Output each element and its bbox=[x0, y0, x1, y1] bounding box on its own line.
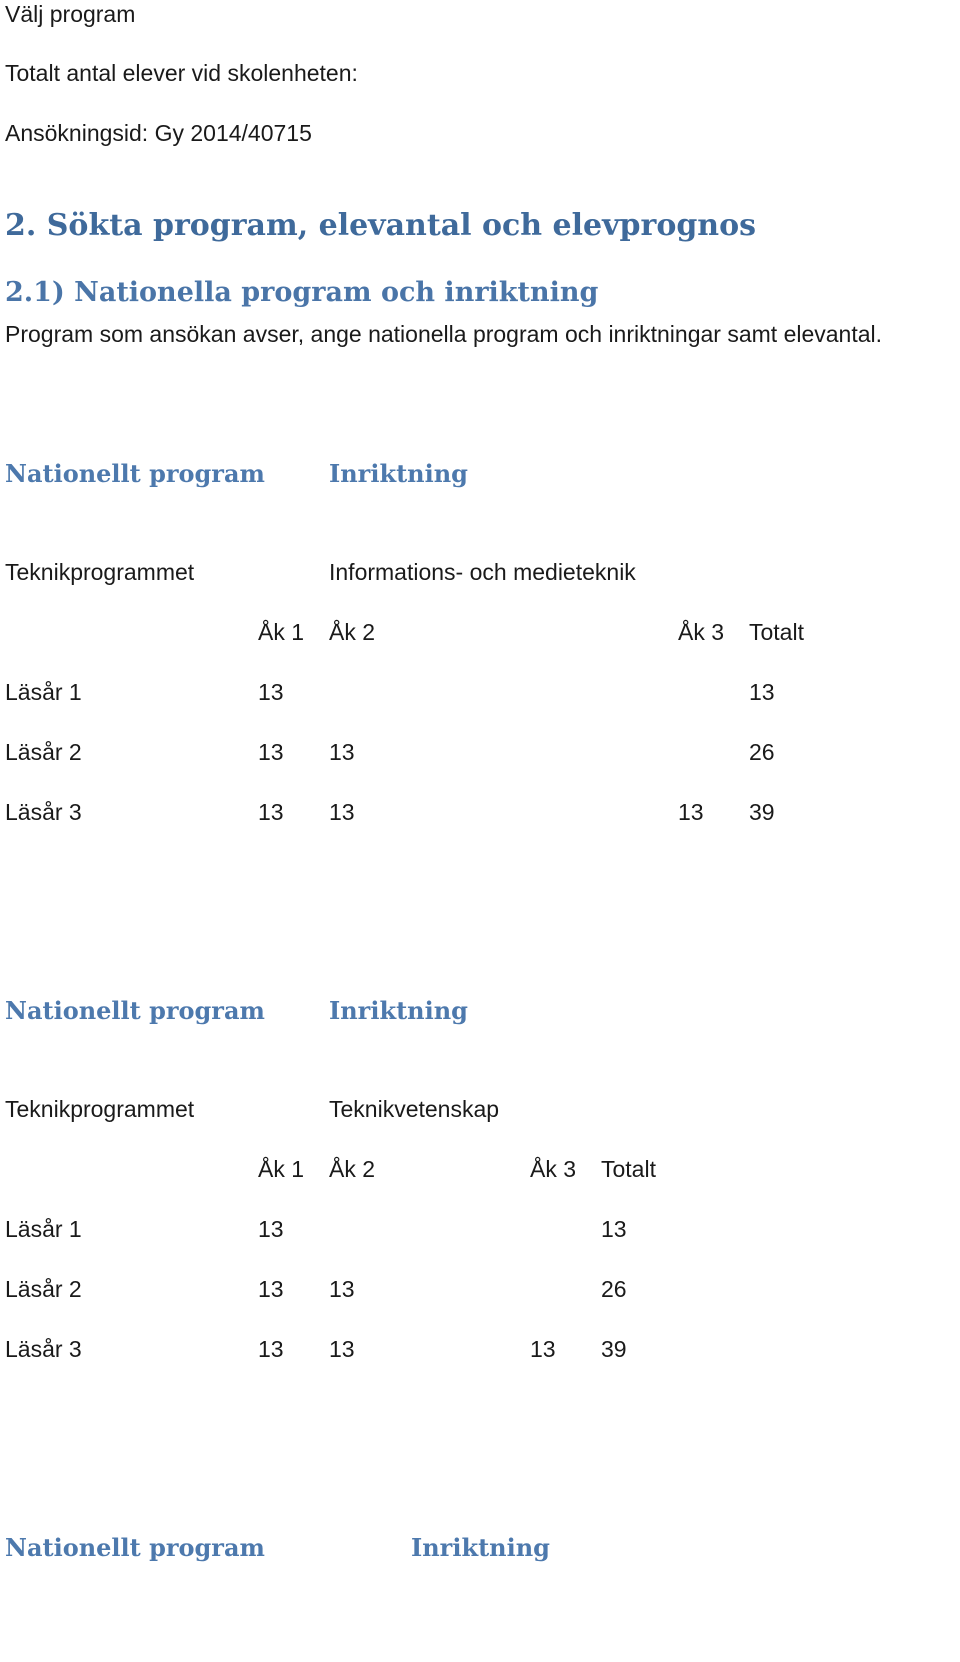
row-label: Läsår 3 bbox=[5, 799, 82, 825]
intro-application-id: Ansökningsid: Gy 2014/40715 bbox=[5, 120, 312, 146]
cell-total: 39 bbox=[749, 799, 775, 825]
cell-ak3: 13 bbox=[530, 1336, 556, 1362]
row-label: Läsår 3 bbox=[5, 1336, 82, 1362]
row-label: Läsår 2 bbox=[5, 739, 82, 765]
section-description: Program som ansökan avser, ange nationella program och inriktningar samt elevantal. bbox=[5, 321, 883, 347]
row-label: Läsår 1 bbox=[5, 679, 82, 705]
cell-ak1: 13 bbox=[258, 679, 284, 705]
intro-select-program: Välj program bbox=[5, 1, 136, 27]
cell-ak2: 13 bbox=[329, 799, 355, 825]
program-column-header: Nationellt program bbox=[5, 459, 265, 488]
year-header-ak1: Åk 1 bbox=[258, 1156, 305, 1182]
program-name: Teknikprogrammet bbox=[5, 1096, 195, 1122]
cell-ak2: 13 bbox=[329, 1336, 355, 1362]
year-header-total: Totalt bbox=[749, 619, 804, 645]
section-heading: 2. Sökta program, elevantal och elevprognos bbox=[5, 208, 757, 243]
row-label: Läsår 1 bbox=[5, 1216, 82, 1242]
inriktning-column-header: Inriktning bbox=[329, 459, 468, 488]
cell-ak1: 13 bbox=[258, 1336, 284, 1362]
cell-ak2: 13 bbox=[329, 739, 355, 765]
intro-total-students: Totalt antal elever vid skolenheten: bbox=[5, 60, 358, 86]
year-header-ak3: Åk 3 bbox=[678, 619, 725, 645]
cell-total: 39 bbox=[601, 1336, 627, 1362]
program-column-header: Nationellt program bbox=[5, 996, 265, 1025]
year-header-total: Totalt bbox=[601, 1156, 656, 1182]
program-column-header: Nationellt program bbox=[5, 1533, 265, 1562]
cell-total: 26 bbox=[749, 739, 775, 765]
year-header-ak1: Åk 1 bbox=[258, 619, 305, 645]
year-header-ak2: Åk 2 bbox=[329, 1156, 376, 1182]
program-name: Teknikprogrammet bbox=[5, 559, 195, 585]
inriktning-name: Teknikvetenskap bbox=[329, 1096, 500, 1122]
cell-ak3: 13 bbox=[678, 799, 704, 825]
cell-ak1: 13 bbox=[258, 1216, 284, 1242]
inriktning-name: Informations- och medieteknik bbox=[329, 559, 636, 585]
cell-ak1: 13 bbox=[258, 799, 284, 825]
year-header-ak2: Åk 2 bbox=[329, 619, 376, 645]
inriktning-column-header: Inriktning bbox=[329, 996, 468, 1025]
section-subheading: 2.1) Nationella program och inriktning bbox=[5, 277, 599, 308]
year-header-ak3: Åk 3 bbox=[530, 1156, 577, 1182]
cell-total: 26 bbox=[601, 1276, 627, 1302]
inriktning-column-header: Inriktning bbox=[411, 1533, 550, 1562]
cell-ak1: 13 bbox=[258, 739, 284, 765]
cell-ak1: 13 bbox=[258, 1276, 284, 1302]
cell-ak2: 13 bbox=[329, 1276, 355, 1302]
cell-total: 13 bbox=[749, 679, 775, 705]
cell-total: 13 bbox=[601, 1216, 627, 1242]
row-label: Läsår 2 bbox=[5, 1276, 82, 1302]
